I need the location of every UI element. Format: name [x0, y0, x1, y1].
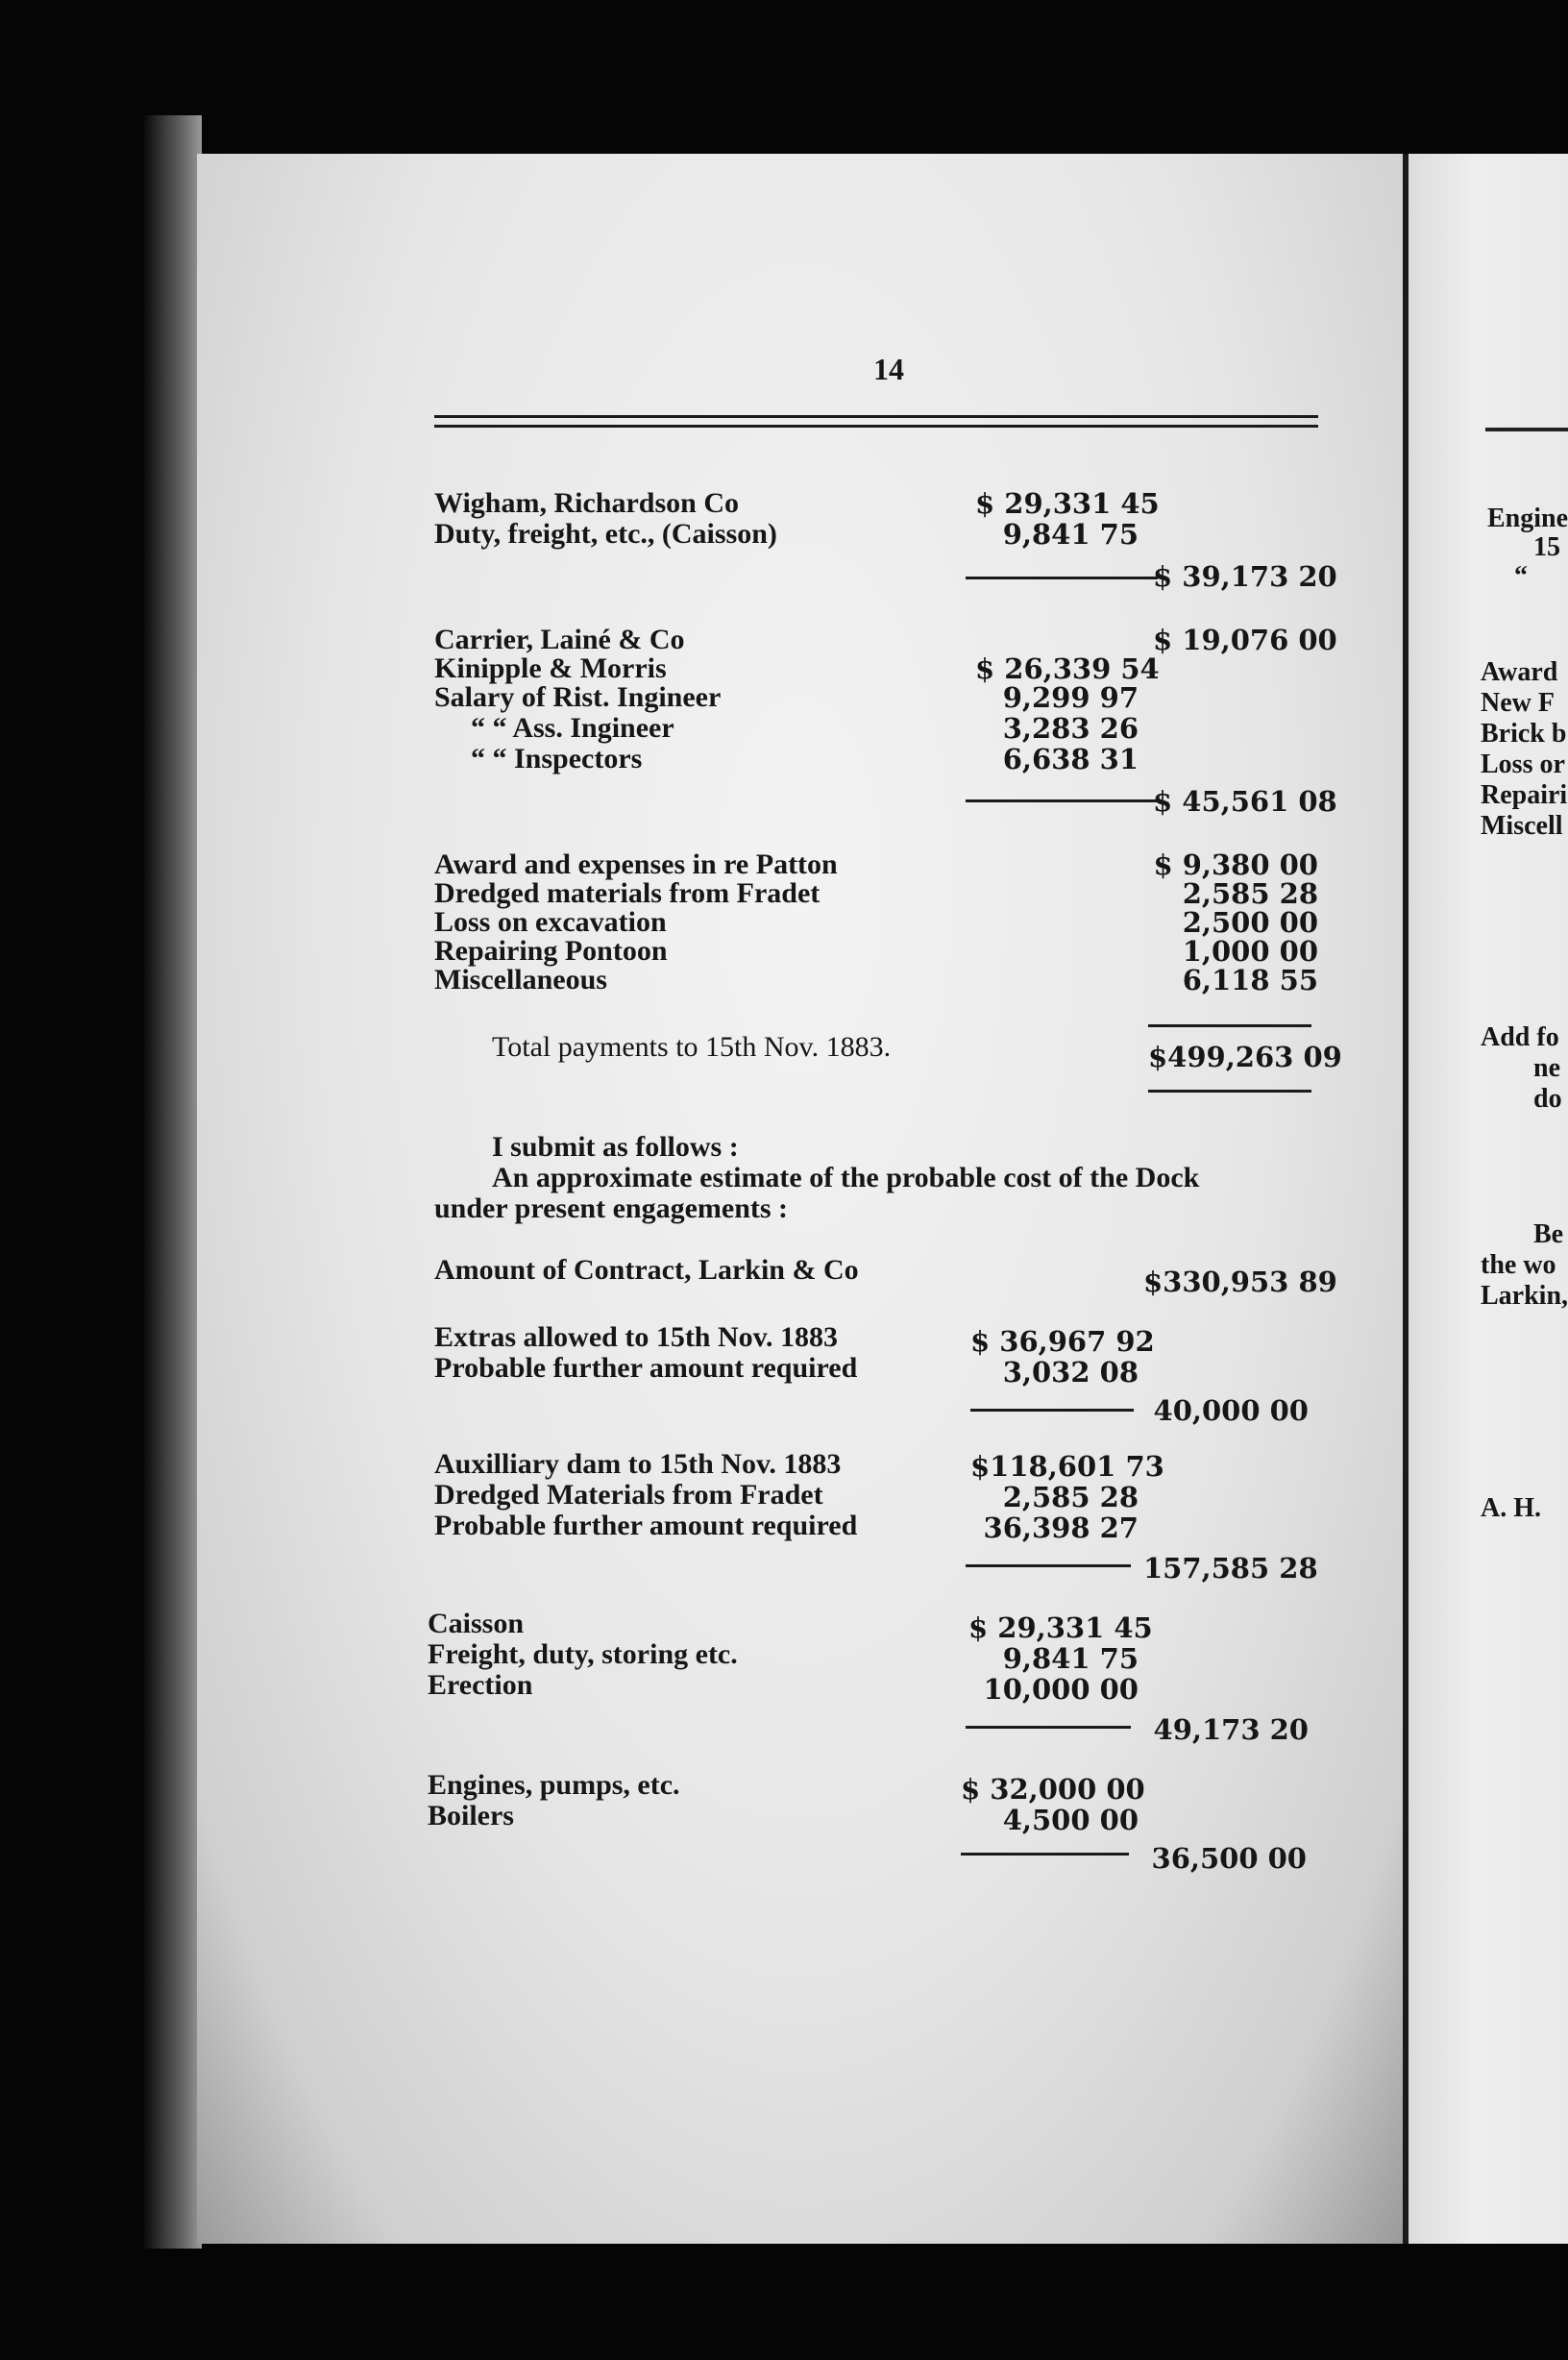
ledger-label: Salary of Rist. Ingineer — [434, 681, 722, 713]
contract-amount: $330,953 89 — [1143, 1266, 1337, 1298]
subtotal-rule — [961, 1853, 1129, 1856]
subtotal-rule — [966, 1726, 1131, 1729]
ledger-label: Award and expenses in re Patton — [434, 848, 838, 880]
total-payments-amount: $499,263 09 — [1148, 1041, 1342, 1073]
estimate-label: Boilers — [428, 1800, 514, 1831]
estimate-label: Probable further amount required — [434, 1510, 858, 1541]
ledger-amount: $ 9,380 00 — [1153, 848, 1318, 881]
estimate-amount: $ 29,331 45 — [968, 1611, 1153, 1644]
ledger-amount: 9,299 97 — [1002, 681, 1139, 714]
ledger-amount: 3,283 26 — [1002, 712, 1139, 745]
ledger-label: Carrier, Lainé & Co — [434, 624, 685, 655]
estimate-amount: 10,000 00 — [983, 1673, 1139, 1706]
adjacent-fragment: Add fo — [1481, 1022, 1559, 1052]
estimate-amount: $ 36,967 92 — [970, 1325, 1155, 1358]
adjacent-page — [1409, 154, 1568, 2244]
adjacent-fragment: 15 — [1533, 532, 1560, 562]
subtotal-amount: 40,000 00 — [1153, 1394, 1309, 1427]
ledger-label: Wigham, Richardson Co — [434, 487, 739, 519]
adjacent-fragment: do — [1533, 1084, 1562, 1114]
ledger-label: Repairing Pontoon — [434, 935, 668, 967]
adjacent-page-rule — [1485, 428, 1568, 431]
adjacent-fragment: the wo — [1481, 1250, 1556, 1280]
adjacent-fragment: Loss or — [1481, 750, 1565, 779]
subtotal-rule — [970, 1409, 1134, 1412]
subtotal-amount: 157,585 28 — [1143, 1552, 1318, 1585]
adjacent-fragment: “ — [1514, 561, 1528, 591]
adjacent-fragment: Miscell — [1481, 811, 1563, 841]
estimate-amount: $118,601 73 — [970, 1450, 1164, 1483]
estimate-label: Engines, pumps, etc. — [428, 1769, 680, 1801]
estimate-line: An approximate estimate of the probable cost of the Dock — [492, 1162, 1200, 1193]
adjacent-fragment: Repairi — [1481, 780, 1568, 810]
ledger-label: Duty, freight, etc., (Caisson) — [434, 518, 777, 550]
estimate-amount: 4,500 00 — [1002, 1804, 1139, 1836]
subtotal-rule — [1148, 1024, 1311, 1027]
ledger-label: “ “ Inspectors — [471, 743, 643, 774]
adjacent-fragment: ne — [1533, 1053, 1560, 1083]
header-rule — [434, 425, 1318, 428]
subtotal-rule — [966, 1564, 1131, 1567]
ledger-amount: 9,841 75 — [1002, 518, 1139, 551]
estimate-label: Dredged Materials from Fradet — [434, 1479, 823, 1511]
subtotal-amount: $ 45,561 08 — [1153, 785, 1337, 818]
adjacent-fragment: Brick b — [1481, 719, 1567, 749]
page-number: 14 — [873, 352, 904, 386]
estimate-label: Extras allowed to 15th Nov. 1883 — [434, 1321, 838, 1353]
contract-label: Amount of Contract, Larkin & Co — [434, 1254, 859, 1286]
subtotal-rule — [966, 577, 1158, 579]
ledger-label: “ “ Ass. Ingineer — [471, 712, 674, 744]
document-page — [197, 154, 1403, 2244]
estimate-label: Auxilliary dam to 15th Nov. 1883 — [434, 1448, 842, 1480]
subtotal-rule — [966, 799, 1158, 802]
estimate-amount: 9,841 75 — [1002, 1642, 1139, 1675]
adjacent-fragment: A. H. — [1481, 1493, 1541, 1523]
estimate-label: Freight, duty, storing etc. — [428, 1638, 738, 1670]
ledger-amount: $ 19,076 00 — [1153, 624, 1337, 656]
subtotal-amount: $ 39,173 20 — [1153, 560, 1337, 593]
adjacent-fragment: Larkin, — [1481, 1281, 1568, 1311]
book-edge — [144, 115, 202, 2249]
adjacent-fragment: Engine — [1487, 504, 1568, 533]
ledger-amount: 2,500 00 — [1182, 906, 1318, 939]
ledger-label: Kinipple & Morris — [434, 652, 667, 684]
header-rule — [434, 415, 1318, 418]
ledger-label: Miscellaneous — [434, 964, 607, 996]
estimate-amount: $ 32,000 00 — [961, 1773, 1145, 1806]
ledger-amount: 1,000 00 — [1182, 935, 1318, 968]
ledger-label: Dredged materials from Fradet — [434, 877, 821, 909]
adjacent-fragment: Award — [1481, 657, 1558, 687]
subtotal-amount: 36,500 00 — [1151, 1842, 1307, 1875]
total-payments-label: Total payments to 15th Nov. 1883. — [492, 1031, 892, 1063]
estimate-amount: 2,585 28 — [1002, 1481, 1139, 1513]
adjacent-fragment: Be — [1533, 1219, 1564, 1249]
ledger-amount: 6,638 31 — [1002, 743, 1139, 775]
ledger-amount: $ 29,331 45 — [975, 487, 1160, 520]
ledger-amount: 6,118 55 — [1182, 964, 1318, 996]
ledger-label: Loss on excavation — [434, 906, 667, 938]
estimate-label: Caisson — [428, 1608, 525, 1639]
estimate-amount: 3,032 08 — [1002, 1356, 1139, 1389]
ledger-amount: 2,585 28 — [1182, 877, 1318, 910]
subtotal-amount: 49,173 20 — [1153, 1713, 1309, 1746]
adjacent-fragment: New F — [1481, 688, 1555, 718]
estimate-label: Probable further amount required — [434, 1352, 858, 1384]
estimate-amount: 36,398 27 — [983, 1512, 1139, 1544]
estimate-line: under present engagements : — [434, 1192, 789, 1224]
total-rule — [1148, 1090, 1311, 1093]
estimate-label: Erection — [428, 1669, 533, 1701]
submit-text: I submit as follows : — [492, 1131, 739, 1163]
ledger-amount: $ 26,339 54 — [975, 652, 1160, 685]
